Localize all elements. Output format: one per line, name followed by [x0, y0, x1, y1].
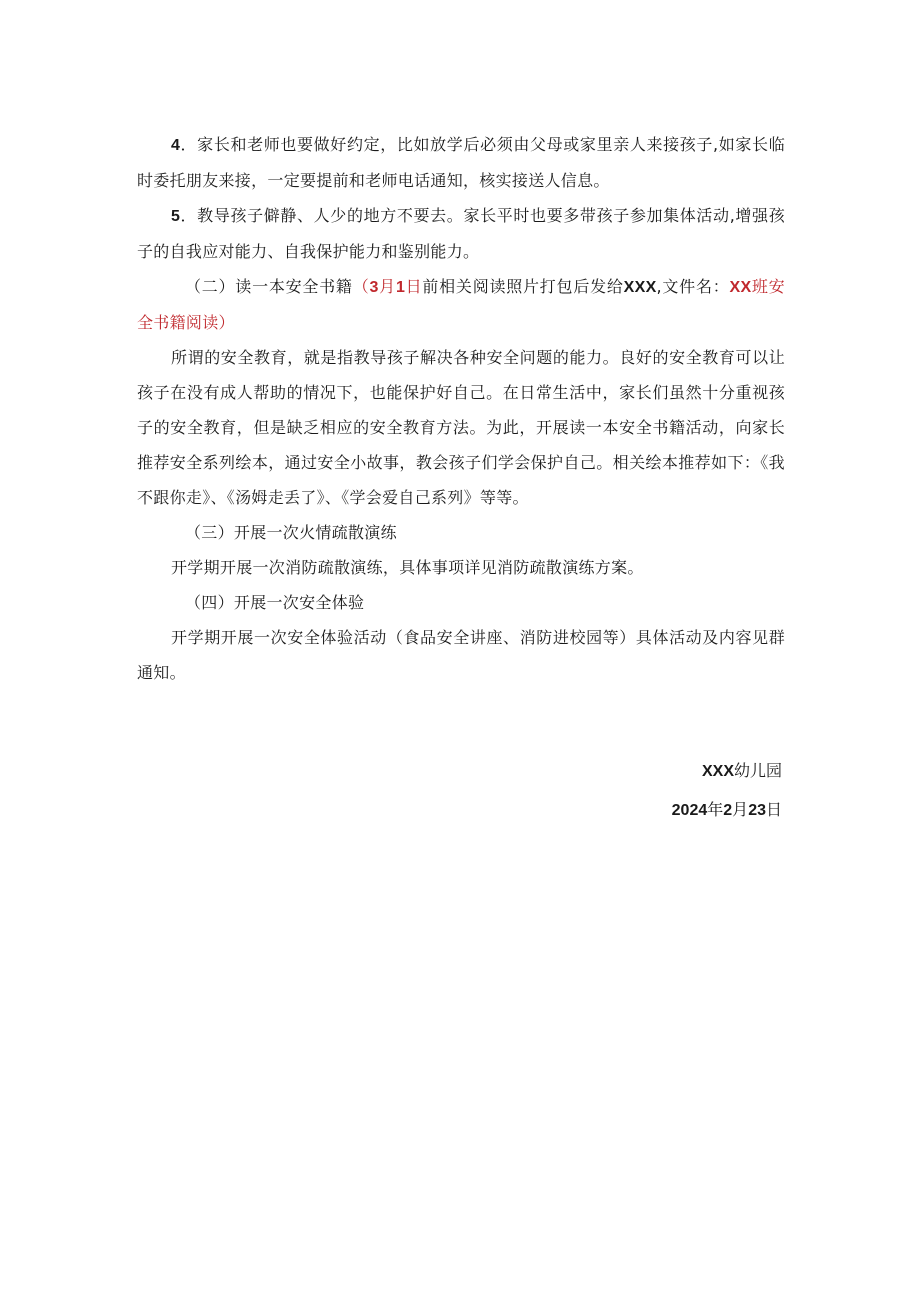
organization-suffix: 幼儿园: [733, 761, 782, 780]
signature-date: [672, 791, 782, 830]
item-5-number: 5: [171, 208, 181, 225]
section-4-body: 开学期开展一次安全体验活动（食品安全讲座、消防进校园等）具体活动及内容见群通知。: [137, 628, 785, 682]
section-2-note-filename-prefix: XX: [729, 279, 752, 296]
item-5-paragraph: [137, 198, 785, 269]
section-2-note-filename: 班安全书籍阅读）: [137, 277, 785, 332]
date-month-unit: 月: [732, 800, 749, 819]
signature-block: [672, 752, 782, 830]
section-2-note-day-num: 1: [395, 279, 406, 296]
section-2-note-rest: 前相关阅读照片打包后发给: [422, 277, 624, 296]
section-2-note-filename-label: ,文件名：: [656, 277, 730, 296]
organization-name: [672, 752, 782, 791]
date-month: 2: [723, 802, 733, 819]
section-4-title: （四）开展一次安全体验: [185, 593, 365, 612]
item-4-paragraph: [137, 127, 785, 198]
section-2-title: （二）读一本安全书籍: [185, 277, 353, 296]
date-day-unit: 日: [765, 800, 782, 819]
section-2-note-month-num: 3: [369, 279, 379, 296]
document-body: [137, 127, 785, 690]
date-day: 23: [748, 802, 766, 819]
section-3-title: （三）开展一次火情疏散演练: [185, 523, 397, 542]
item-4-number: 4: [171, 137, 181, 154]
section-2-note-recipient: XXX: [623, 279, 657, 296]
date-year-unit: 年: [707, 800, 724, 819]
item-4-text: ．家长和老师也要做好约定，比如放学后必须由父母或家里亲人来接孩子,如家长临时委托朋友来接，一定要提前和老师电话通知，核实接送人信息。: [137, 135, 785, 190]
date-year: 2024: [671, 802, 708, 819]
section-2-note-day: 日: [405, 277, 423, 296]
section-2-heading: [137, 269, 785, 340]
section-2-note-month: 月: [378, 277, 396, 296]
section-2-body: 所谓的安全教育，就是指教导孩子解决各种安全问题的能力。良好的安全教育可以让孩子在没有成人帮助的情况下，也能保护好自己。在日常生活中，家长们虽然十分重视孩子的安全教育，但是缺乏相应的安全教育方法。为此，开展读一本安全书籍活动，向家长推荐安全系列绘本，通过安全小故事，教会孩子们学会保护自己。相关绘本推荐如下：《我不跟你走》、《汤姆走丢了》、《学会爱自己系列》等等。: [137, 348, 785, 507]
section-2-note-open: （: [352, 277, 370, 296]
section-3-body: 开学期开展一次消防疏散演练，具体事项详见消防疏散演练方案。: [171, 558, 644, 577]
organization-prefix: XXX: [701, 763, 734, 780]
item-5-text: ．教导孩子僻静、人少的地方不要去。家长平时也要多带孩子参加集体活动,增强孩子的自我应对能力、自我保护能力和鉴别能力。: [137, 206, 785, 261]
